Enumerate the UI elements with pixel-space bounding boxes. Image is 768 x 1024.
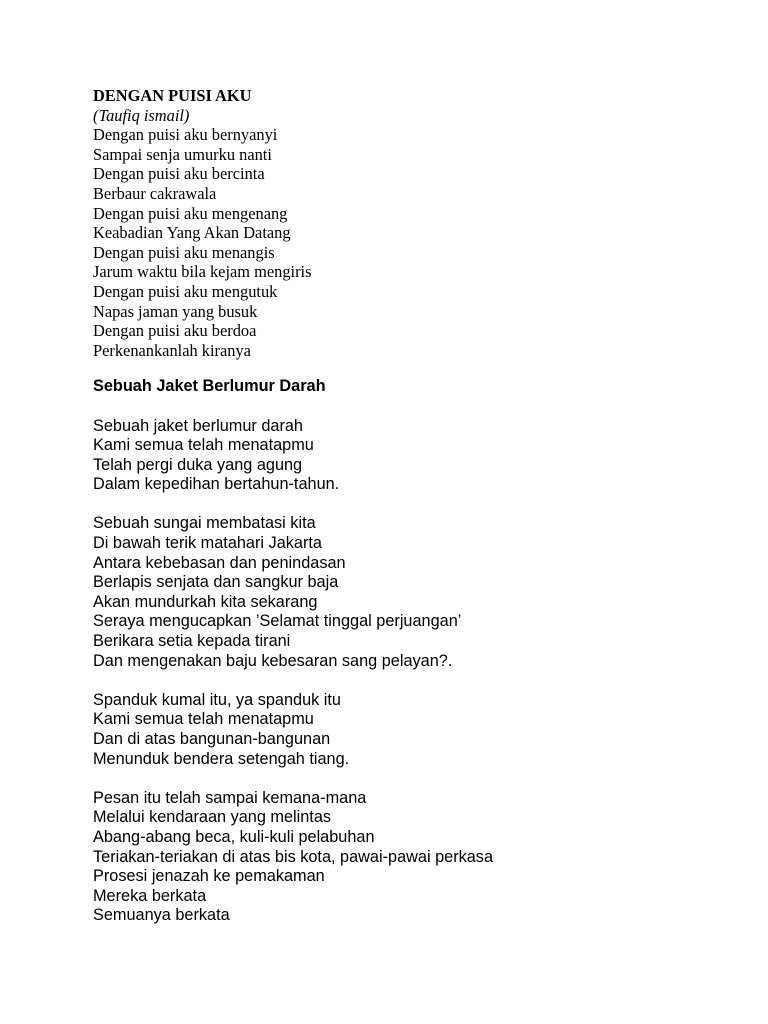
poem-line: Berikara setia kepada tirani — [93, 632, 291, 651]
poem-line: Dengan puisi aku menangis — [93, 242, 275, 262]
stanza-1 — [93, 417, 733, 495]
stanza-4 — [93, 789, 733, 926]
poem-line: Menunduk bendera setengah tiang. — [93, 749, 350, 768]
poem-line: Dan di atas bangunan-bangunan — [93, 730, 331, 748]
poem-author: (Taufiq ismail) — [93, 105, 190, 125]
poem-line: Antara kebebasan dan penindasan — [93, 553, 346, 572]
poem-line: Akan mundurkah kita sekarang — [93, 592, 318, 611]
poem-line: Sampai senja umurku nanti — [93, 144, 272, 164]
poem-line: Semuanya berkata — [93, 906, 230, 925]
poem-line: Melalui kendaraan yang melintas — [93, 808, 332, 827]
poem-line: Telah pergi duka yang agung — [93, 455, 303, 474]
poem-line: Napas jaman yang busuk — [93, 301, 258, 321]
poem-line: Pesan itu telah sampai kemana-mana — [93, 788, 367, 807]
poem-dengan-puisi-aku — [93, 86, 733, 360]
document-page — [93, 86, 733, 926]
stanza-2 — [93, 514, 733, 671]
stanza-3 — [93, 691, 733, 769]
poem-line: Dengan puisi aku bercinta — [93, 164, 265, 184]
poem-line: Mereka berkata — [93, 886, 207, 905]
poem-line: Keabadian Yang Akan Datang — [93, 223, 291, 243]
poem-line: Di bawah terik matahari Jakarta — [93, 534, 322, 553]
poem-sebuah-jaket-berlumur-darah — [93, 377, 733, 926]
poem-line: Berbaur cakrawala — [93, 183, 217, 203]
poem-line: Jarum waktu bila kejam mengiris — [93, 262, 312, 282]
poem-line: Abang-abang beca, kuli-kuli pelabuhan — [93, 827, 375, 846]
poem-line: Kami semua telah menatapmu — [93, 710, 314, 729]
poem-line: Dengan puisi aku bernyanyi — [93, 125, 278, 145]
poem-title: DENGAN PUISI AKU — [93, 86, 252, 105]
poem-line: Dalam kepedihan bertahun-tahun. — [93, 475, 340, 494]
poem-line: Sebuah jaket berlumur darah — [93, 416, 303, 435]
poem-line: Berlapis senjata dan sangkur baja — [93, 573, 339, 592]
poem-line: Dengan puisi aku mengutuk — [93, 281, 278, 301]
poem-line: Dengan puisi aku berdoa — [93, 321, 257, 341]
poem-line: Kami semua telah menatapmu — [93, 436, 314, 455]
poem-line: Dan mengenakan baju kebesaran sang pelayan?. — [93, 651, 453, 670]
poem-line: Sebuah sungai membatasi kita — [93, 514, 316, 533]
poem-line: Perkenankanlah kiranya — [93, 340, 251, 360]
poem-line: Dengan puisi aku mengenang — [93, 203, 288, 223]
poem-title: Sebuah Jaket Berlumur Darah — [93, 377, 326, 396]
poem-line: Prosesi jenazah ke pemakaman — [93, 867, 325, 886]
poem-line: Spanduk kumal itu, ya spanduk itu — [93, 690, 341, 709]
poem-line: Seraya mengucapkan ’Selamat tinggal perjuangan’ — [93, 612, 462, 631]
poem-line: Teriakan-teriakan di atas bis kota, pawai-pawai perkasa — [93, 847, 494, 866]
